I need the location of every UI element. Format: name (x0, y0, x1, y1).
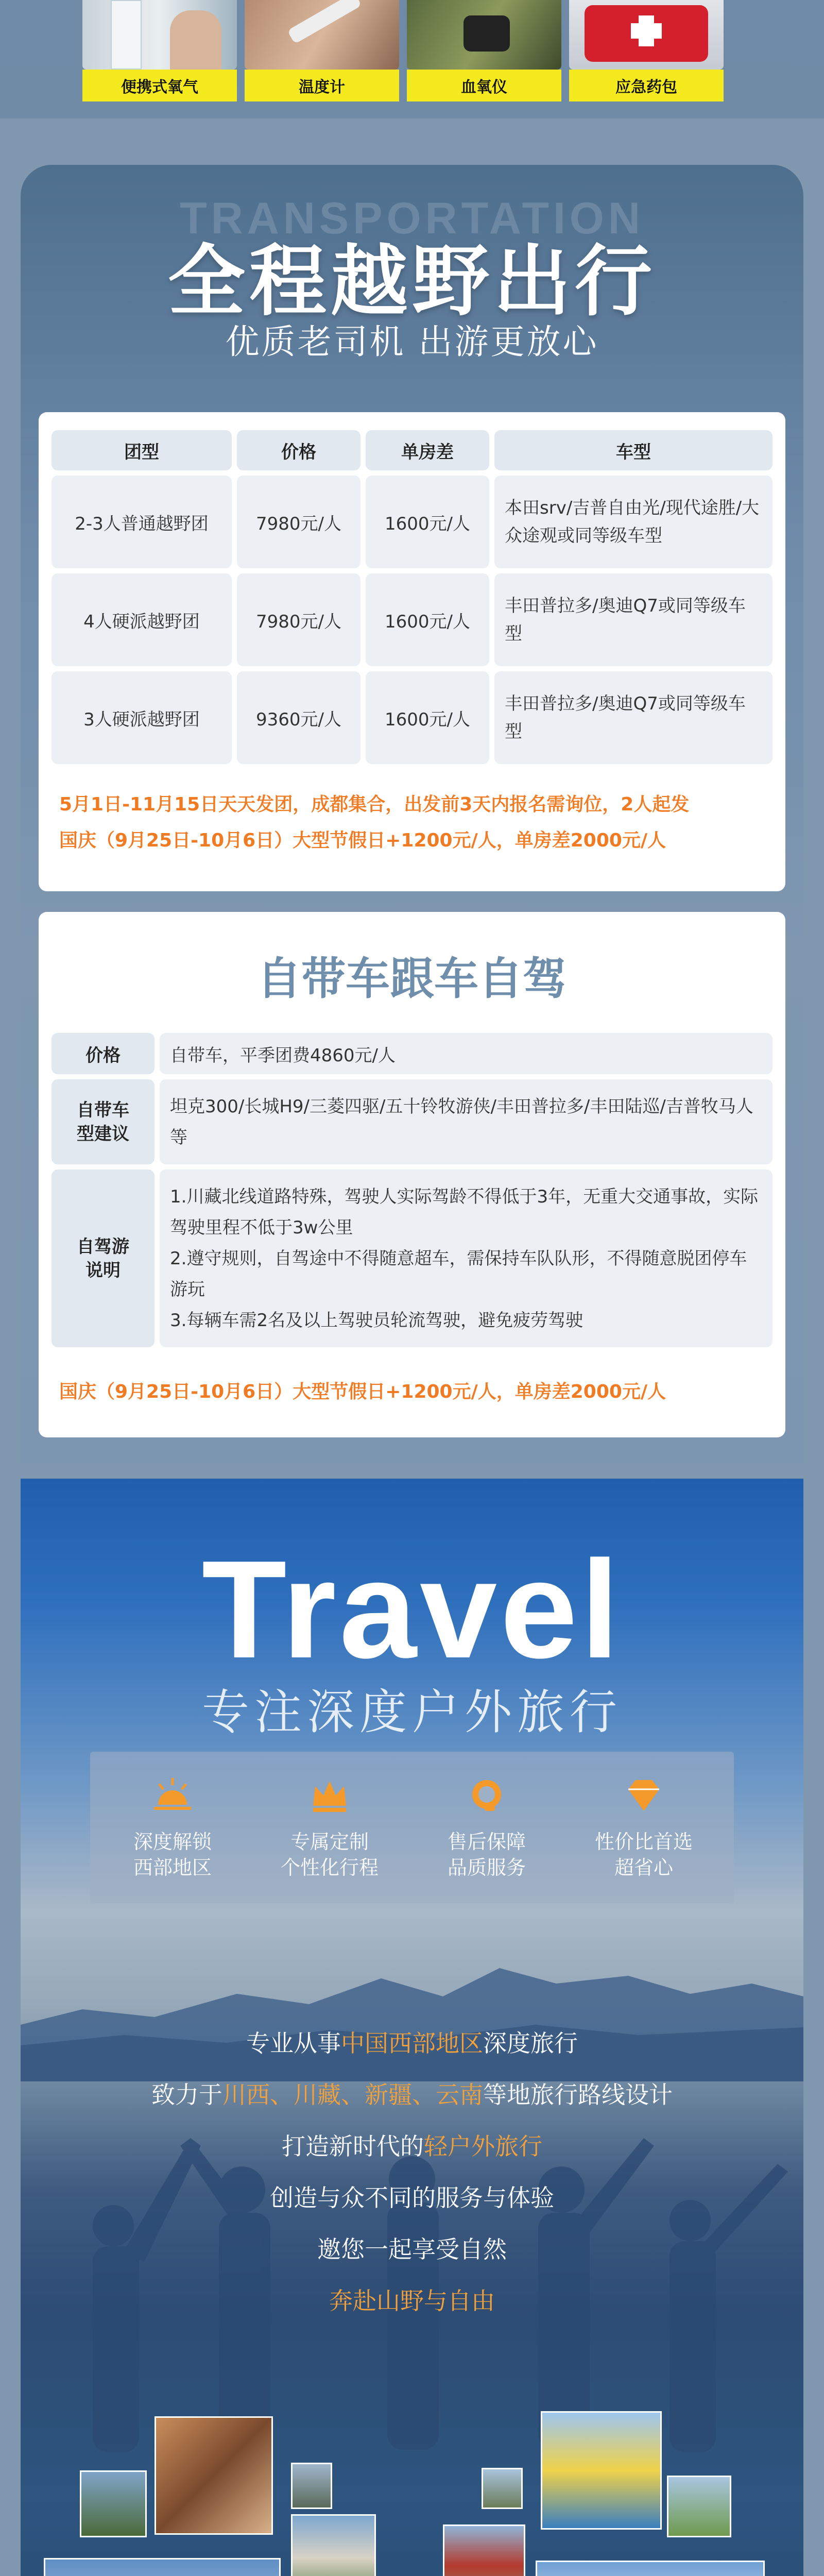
collage-photo (667, 2476, 731, 2537)
offroad-holiday-note: 国庆（9月25日-10月6日）大型节假日+1200元/人，单房差2000元/人 (59, 830, 666, 851)
collage-photo (536, 2561, 765, 2576)
product-label: 应急药包 (569, 70, 724, 101)
feature-text (108, 1829, 237, 1880)
slogan-line (21, 2128, 803, 2162)
product-first-aid (569, 0, 724, 103)
feature-line: 西部地区 (133, 1856, 212, 1879)
row-label: 自驾游说明 (52, 1170, 154, 1347)
slogan-line (21, 2025, 803, 2059)
feature-line: 售后保障 (447, 1831, 526, 1853)
table-header: 价格 (237, 430, 360, 470)
slogan-highlight: 中国西部地区 (341, 2029, 483, 2057)
offroad-price-card (39, 412, 785, 891)
table-cell: 7980元/人 (237, 476, 360, 568)
row-value: 自带车，平季团费4860元/人 (160, 1033, 772, 1074)
crown-icon (309, 1775, 350, 1816)
feature-text (265, 1829, 394, 1880)
table-header: 单房差 (366, 430, 489, 470)
product-thermometer (245, 0, 399, 103)
slogan-line (21, 2076, 803, 2110)
feature-line: 品质服务 (447, 1856, 526, 1879)
section-watermark: TRANSPORTATION (180, 194, 644, 243)
collage-photo (443, 2524, 525, 2576)
slogan-text: 等地旅行路线设计 (483, 2081, 673, 2109)
collage-photo (482, 2468, 523, 2509)
offroad-title: 全程越野出行 (167, 237, 656, 327)
product-strip (0, 0, 824, 118)
table-header: 车型 (494, 430, 772, 470)
table-row (52, 671, 772, 764)
product-label: 血氧仪 (407, 70, 561, 101)
row-label: 自带车型建议 (52, 1079, 154, 1164)
feature-item (265, 1752, 394, 1904)
table-row (52, 1033, 772, 1074)
feature-item (579, 1752, 708, 1904)
row-value: 1.川藏北线道路特殊，驾驶人实际驾龄不得低于3年，无重大交通事故，实际驾驶里程不低于3w公里 2.遵守规则，自驾途中不得随意超车，需保持车队队形，不得随意脱团停车游玩 3.每辆车需2名及以上驾驶员轮流驾驶，避免疲劳驾驶 (160, 1170, 772, 1347)
slogan-text: 打造新时代的 (282, 2132, 424, 2160)
product-oximeter (407, 0, 561, 103)
sunrise-icon (152, 1775, 193, 1816)
table-cell: 1600元/人 (366, 671, 489, 764)
collage-photo (541, 2411, 662, 2530)
travel-subtitle: 专注深度户外旅行 (201, 1685, 622, 1740)
slogan-highlight: 川西、川藏、新疆、云南 (222, 2081, 483, 2109)
collage-photo (291, 2463, 332, 2509)
table-row (52, 476, 772, 568)
offroad-section (21, 165, 803, 1463)
product-label: 便携式氧气 (82, 70, 237, 101)
feature-line: 深度解锁 (133, 1831, 212, 1853)
offroad-subtitle: 优质老司机 出游更放心 (225, 322, 599, 362)
thermometer-icon (245, 0, 399, 70)
collage-photo (154, 2416, 273, 2535)
table-cell: 2-3人普通越野团 (52, 476, 232, 568)
collage-photo (291, 2514, 376, 2576)
table-cell: 9360元/人 (237, 671, 360, 764)
collage-photo (44, 2558, 281, 2576)
feature-item (422, 1752, 551, 1904)
selfdrive-holiday-note: 国庆（9月25日-10月6日）大型节假日+1200元/人，单房差2000元/人 (59, 1381, 666, 1402)
travel-title: Travel (201, 1532, 623, 1687)
row-value: 坦克300/长城H9/三菱四驱/五十铃牧游侠/丰田普拉多/丰田陆巡/吉普牧马人等 (160, 1079, 772, 1164)
diamond-icon (623, 1775, 664, 1816)
table-cell: 丰田普拉多/奥迪Q7或同等级车型 (494, 573, 772, 666)
table-cell: 丰田普拉多/奥迪Q7或同等级车型 (494, 671, 772, 764)
feature-line: 专属定制 (290, 1831, 369, 1853)
feature-line: 超省心 (614, 1856, 673, 1879)
feature-panel (90, 1752, 734, 1904)
oxygen-canister-icon (82, 0, 237, 70)
product-label: 温度计 (245, 70, 399, 101)
table-cell: 4人硬派越野团 (52, 573, 232, 666)
table-cell: 本田srv/吉普自由光/现代途胜/大众途观或同等级车型 (494, 476, 772, 568)
table-header-row (52, 430, 772, 470)
mountain-silhouette (21, 1947, 803, 2081)
selfdrive-title: 自带车跟车自驾 (257, 953, 567, 1005)
table-header: 团型 (52, 430, 232, 470)
slogan-line: 邀您一起享受自然 (317, 2235, 507, 2263)
oximeter-icon (407, 0, 561, 70)
first-aid-kit-icon (569, 0, 724, 70)
table-row (52, 1079, 772, 1164)
slogan-highlight: 轻户外旅行 (424, 2132, 542, 2160)
slogan-highlight-line: 奔赴山野与自由 (329, 2287, 495, 2315)
table-cell: 1600元/人 (366, 476, 489, 568)
collage-photo (80, 2470, 147, 2537)
selfdrive-table (46, 1028, 778, 1352)
slogan-text: 深度旅行 (483, 2029, 578, 2057)
table-cell: 3人硬派越野团 (52, 671, 232, 764)
feature-item (108, 1752, 237, 1904)
product-oxygen (82, 0, 237, 103)
selfdrive-card (39, 912, 785, 1437)
headset-icon (466, 1775, 507, 1816)
feature-line: 个性化行程 (280, 1856, 379, 1879)
row-label: 价格 (52, 1033, 154, 1074)
feature-line: 性价比首选 (594, 1831, 693, 1853)
offroad-price-table (46, 425, 778, 769)
slogan-text: 致力于 (151, 2081, 222, 2109)
offroad-note: 5月1日-11月15日天天发团，成都集合，出发前3天内报名需询位，2人起发 (59, 794, 690, 815)
slogan-line: 创造与众不同的服务与体验 (270, 2184, 554, 2212)
table-cell: 7980元/人 (237, 573, 360, 666)
table-cell: 1600元/人 (366, 573, 489, 666)
feature-text (422, 1829, 551, 1880)
feature-text (579, 1829, 708, 1880)
slogan-text: 专业从事 (246, 2029, 341, 2057)
table-row (52, 573, 772, 666)
travel-section (21, 1479, 803, 2576)
table-row (52, 1170, 772, 1347)
